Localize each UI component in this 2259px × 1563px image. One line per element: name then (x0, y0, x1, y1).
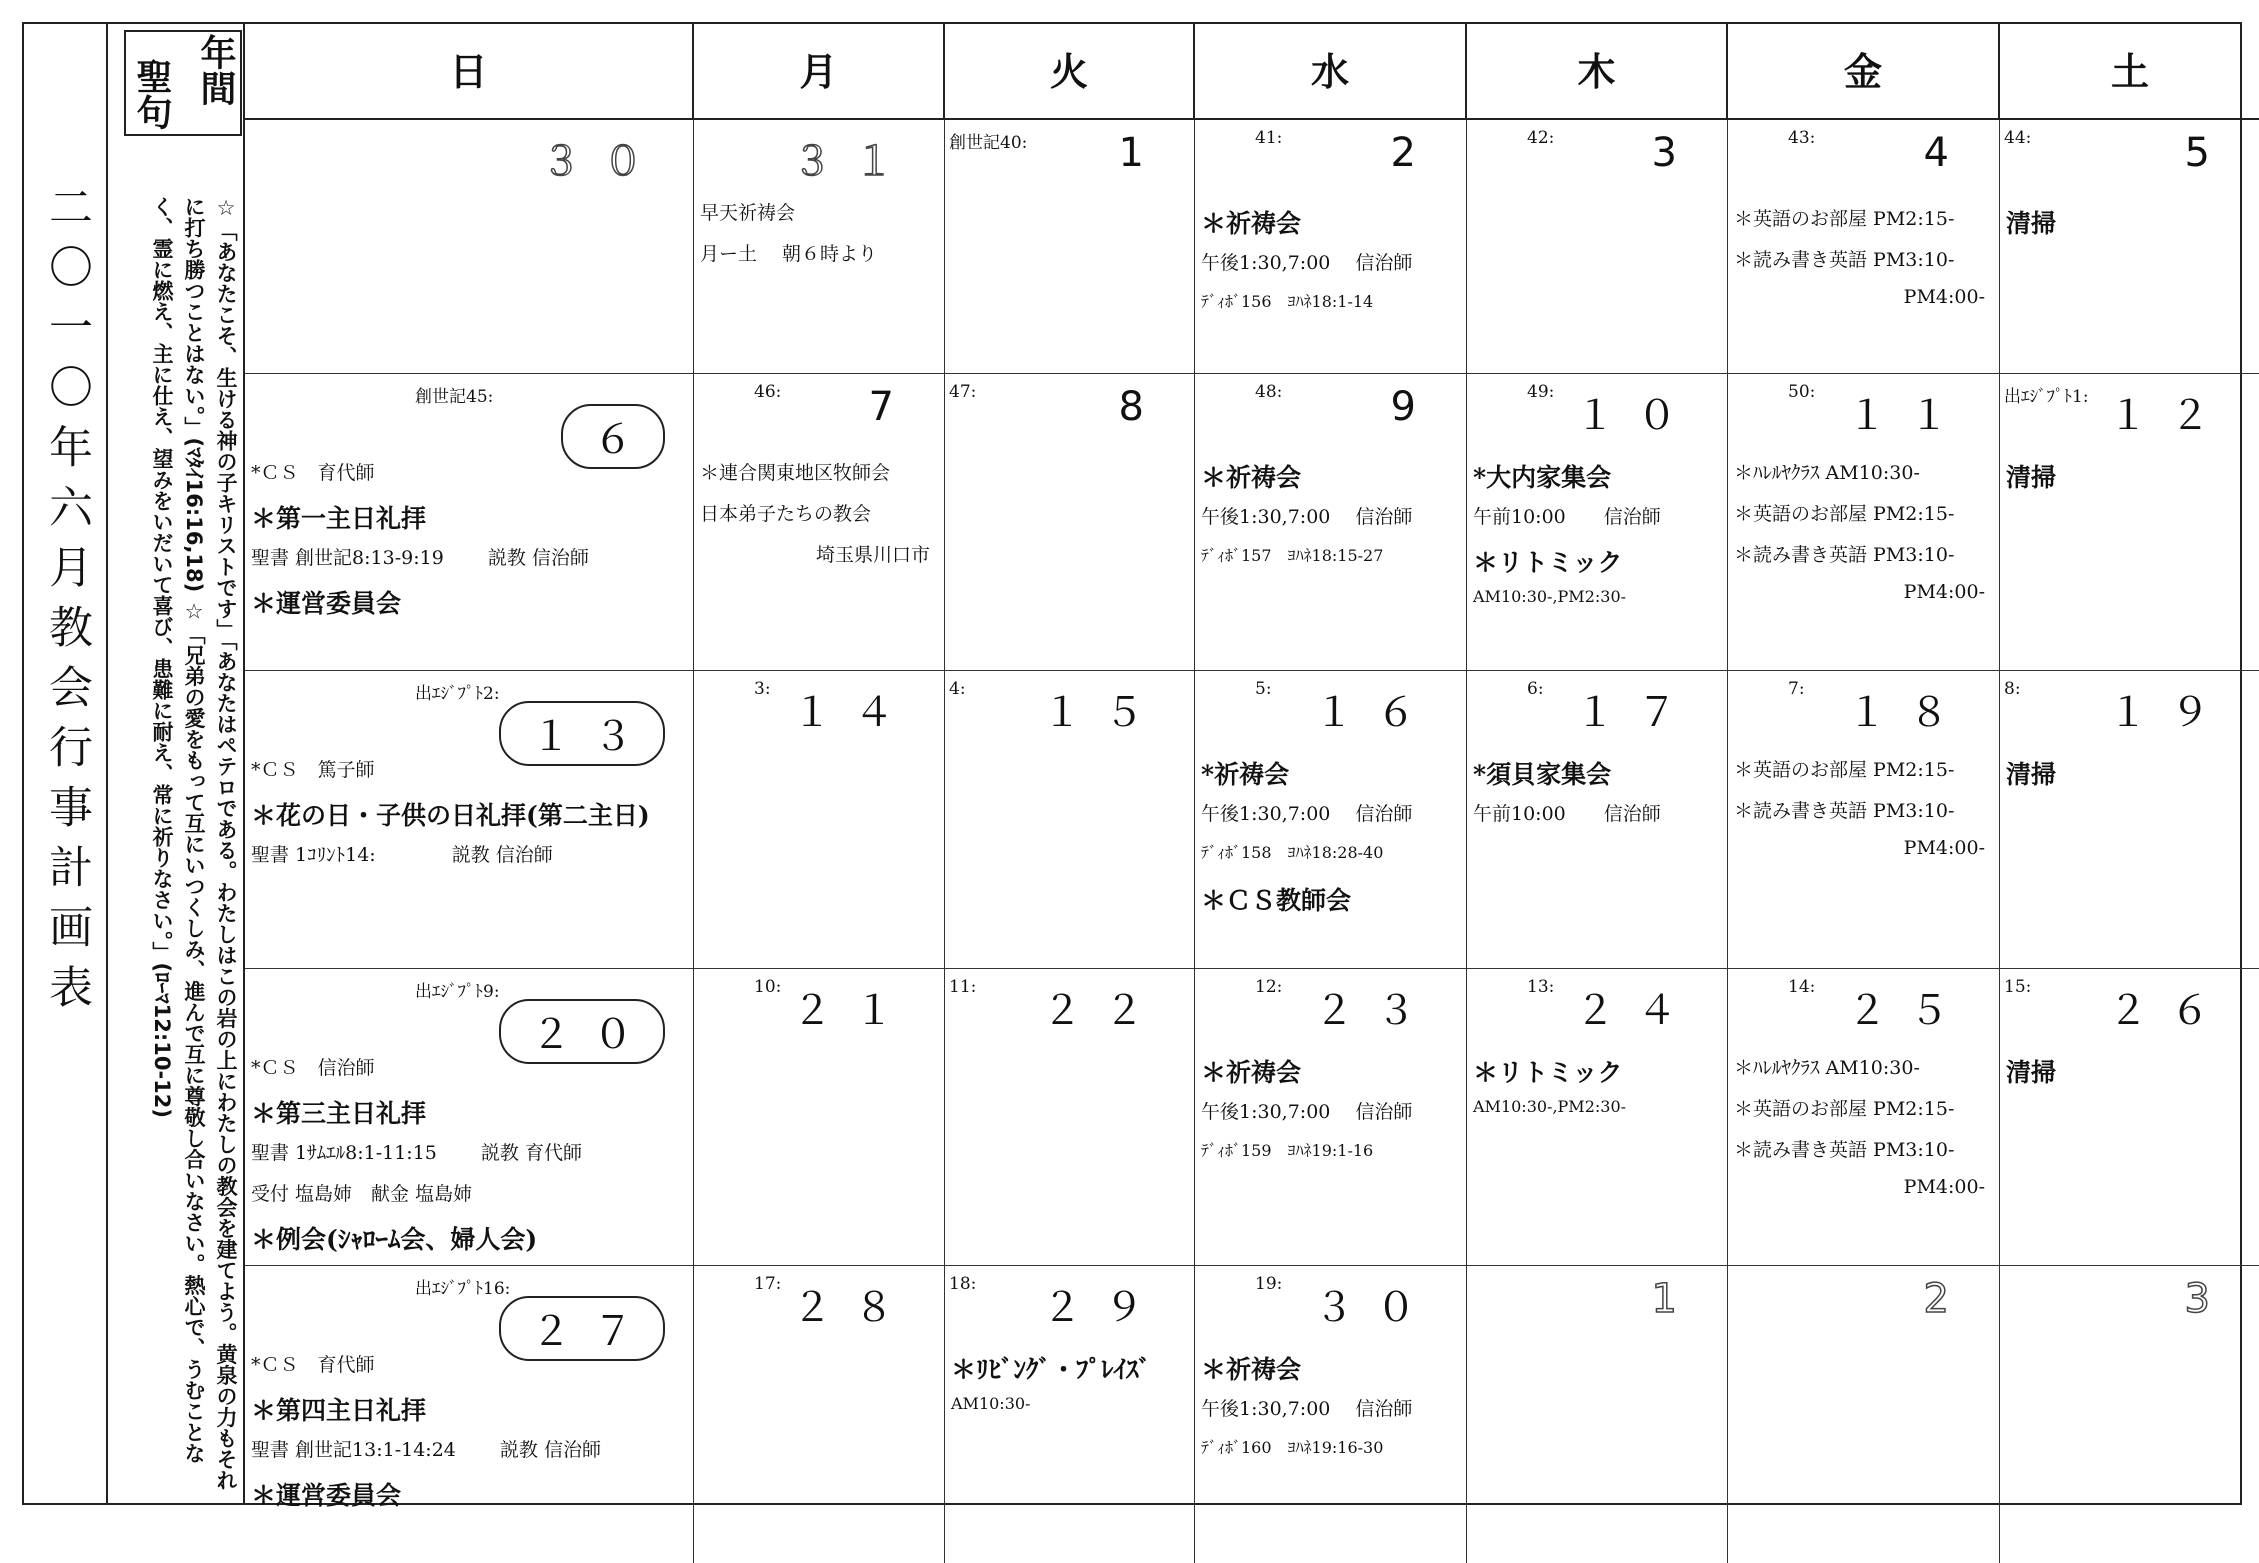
scripture-reading-ref: 15: (2004, 977, 2032, 997)
calendar-cell (1728, 374, 2000, 671)
event-line: ＊祈祷会 (1201, 1355, 1302, 1384)
date-number: １０ (1575, 393, 1699, 439)
calendar-cell (1195, 1266, 1467, 1563)
calendar-cell (694, 374, 945, 671)
scripture-reading-ref: 11: (949, 977, 977, 997)
date-number: 1 (1118, 130, 1166, 176)
calendar-cell (2000, 1266, 2259, 1563)
calendar-cell (1467, 1266, 1728, 1563)
event-line: ﾃﾞｨﾎﾞ160 ﾖﾊﾈ19:16-30 (1201, 1438, 1384, 1457)
annual-verse-text: ☆「あなたこそ、生ける神の子キリストです」「あなたはペテロである。わたしはこの岩の上にわたしの教会を建てよう。黄泉の力もそれに打ち勝つことはない。」(ﾏﾀｲ16:16,18) ☆「兄弟の愛をもって互にいつくしみ、進んで互に尊敬し合いなさい。熱心で、うむことなく、霊に燃え、主に仕え、望みをいだいて喜び、患難に耐え、常に祈りなさい。」(ﾛｰﾏ12:10-12) (150, 196, 238, 1491)
scripture-reading-ref: 47: (949, 382, 977, 402)
calendar-cell (1728, 120, 2000, 374)
calendar-cell (1195, 969, 1467, 1266)
scripture-reading-ref: 出ｴｼﾞﾌﾟﾄ2: (415, 684, 500, 704)
event-line: *ＣＳ 育代師 (251, 1354, 375, 1376)
event-line: 日本弟子たちの教会 (700, 503, 872, 525)
date-number: １８ (1847, 690, 1971, 736)
event-line: ﾃﾞｨﾎﾞ156 ﾖﾊﾈ18:1-14 (1201, 292, 1374, 311)
date-number: ２８ (792, 1285, 916, 1331)
date-number: 8 (1118, 384, 1166, 430)
event-line: ＊ﾘﾋﾞﾝｸﾞ・ﾌﾟﾚｲｽﾞ (951, 1355, 1152, 1384)
scripture-reading-ref: 4: (949, 679, 966, 699)
date-number: ３０ (1314, 1285, 1438, 1331)
date-number: １７ (1575, 690, 1699, 736)
scripture-reading-ref: 10: (754, 977, 782, 997)
date-number: １１ (1847, 393, 1971, 439)
calendar-cell (1467, 969, 1728, 1266)
calendar-cell (245, 969, 694, 1266)
event-line: 清掃 (2006, 760, 2057, 789)
calendar-cell (2000, 374, 2259, 671)
event-line: ＊読み書き英語 PM3:10- (1734, 800, 1955, 822)
event-line: 月ー土 朝６時より (700, 243, 878, 265)
date-number: １５ (1042, 690, 1166, 736)
calendar-cell (694, 1266, 945, 1563)
event-line: ＊英語のお部屋 PM2:15- (1734, 208, 1955, 230)
date-number: ２３ (1314, 988, 1438, 1034)
day-header-5: 金 (1728, 24, 2000, 120)
event-line: 午後1:30,7:00 信治師 (1201, 1398, 1413, 1420)
event-line: ＊運営委員会 (251, 1481, 402, 1510)
calendar-cell (1728, 671, 2000, 969)
date-number: １３ (499, 701, 665, 766)
calendar-cell (945, 120, 1195, 374)
event-line: ＊祈祷会 (1201, 209, 1302, 238)
date-number: 3 (2184, 1276, 2232, 1322)
calendar-grid (245, 24, 2240, 1510)
scripture-reading-ref: 7: (1788, 679, 1805, 699)
event-line: ﾃﾞｨﾎﾞ157 ﾖﾊﾈ18:15-27 (1201, 546, 1384, 565)
event-line: 清掃 (2006, 463, 2057, 492)
event-line: 清掃 (2006, 1058, 2057, 1087)
calendar-cell (2000, 671, 2259, 969)
date-number: ２６ (2108, 988, 2232, 1034)
event-line: AM10:30-,PM2:30- (1473, 587, 1627, 606)
event-line: 聖書 1ｺﾘﾝﾄ14: 説教 信治師 (251, 844, 553, 866)
event-line: ＊読み書き英語 PM3:10- (1734, 544, 1955, 566)
scripture-reading-ref: 出ｴｼﾞﾌﾟﾄ1: (2004, 387, 2089, 407)
event-line: ＊ﾊﾚﾙﾔｸﾗｽ AM10:30- (1734, 462, 1920, 484)
event-line: ＊花の日・子供の日礼拝(第二主日) (251, 801, 650, 830)
event-line: PM4:00- (1903, 837, 1985, 859)
event-line: *祈祷会 (1201, 760, 1290, 789)
event-line: ＊読み書き英語 PM3:10- (1734, 1139, 1955, 1161)
event-line: ＊第四主日礼拝 (251, 1396, 427, 1425)
event-line: PM4:00- (1903, 1176, 1985, 1198)
event-line: ＊例会(ｼｬﾛｰﾑ会、婦人会) (251, 1225, 538, 1254)
event-line: 午前10:00 信治師 (1473, 803, 1661, 825)
day-header-4: 木 (1467, 24, 1728, 120)
scripture-reading-ref: 5: (1255, 679, 1272, 699)
event-line: ＊第一主日礼拝 (251, 504, 427, 533)
event-line: ﾃﾞｨﾎﾞ158 ﾖﾊﾈ18:28-40 (1201, 843, 1384, 862)
scripture-reading-ref: 18: (949, 1274, 977, 1294)
date-number: ３１ (792, 139, 916, 185)
event-line: ＊祈祷会 (1201, 463, 1302, 492)
event-line: 午後1:30,7:00 信治師 (1201, 803, 1413, 825)
date-number: 5 (2184, 130, 2232, 176)
calendar-sheet (22, 22, 2242, 1510)
date-number: ２７ (499, 1296, 665, 1361)
scripture-reading-ref: 41: (1255, 128, 1283, 148)
date-number: １４ (792, 690, 916, 736)
day-header-0: 日 (245, 24, 694, 120)
event-line: ＊ＣＳ教師会 (1201, 886, 1352, 915)
scripture-reading-ref: 出ｴｼﾞﾌﾟﾄ16: (415, 1279, 511, 1299)
scripture-reading-ref: 創世記40: (949, 133, 1028, 153)
calendar-cell (245, 374, 694, 671)
event-line: ＊連合関東地区牧師会 (700, 462, 891, 484)
date-number: １９ (2108, 690, 2232, 736)
date-number: ６ (561, 404, 665, 469)
scripture-reading-ref: 14: (1788, 977, 1816, 997)
event-line: 午後1:30,7:00 信治師 (1201, 506, 1413, 528)
date-number: １２ (2108, 393, 2232, 439)
calendar-cell (1467, 374, 1728, 671)
scripture-reading-ref: 8: (2004, 679, 2021, 699)
event-line: 午前10:00 信治師 (1473, 506, 1661, 528)
calendar-cell (945, 1266, 1195, 1563)
event-line: 聖書 創世記8:13-9:19 説教 信治師 (251, 547, 589, 569)
calendar-cell (1728, 969, 2000, 1266)
calendar-cell (1467, 120, 1728, 374)
date-number: ２０ (499, 999, 665, 1064)
date-number: 2 (1390, 130, 1438, 176)
scripture-reading-ref: 50: (1788, 382, 1816, 402)
page-title: 二〇一〇年六月教会行事計画表 (41, 184, 92, 1024)
calendar-cell (245, 1266, 694, 1563)
event-line: 受付 塩島姉 献金 塩島姉 (251, 1183, 473, 1205)
calendar-cell (694, 671, 945, 969)
event-line: 午後1:30,7:00 信治師 (1201, 252, 1413, 274)
scripture-reading-ref: 46: (754, 382, 782, 402)
calendar-cell (694, 120, 945, 374)
calendar-cell (694, 969, 945, 1266)
date-number: ２５ (1847, 988, 1971, 1034)
event-line: ＊リトミック (1473, 548, 1623, 577)
date-number: １６ (1314, 690, 1438, 736)
date-number: 1 (1651, 1276, 1699, 1322)
event-line: *大内家集会 (1473, 463, 1612, 492)
calendar-cell (245, 120, 694, 374)
date-number: 2 (1923, 1276, 1971, 1322)
event-line: ＊運営委員会 (251, 589, 402, 618)
scripture-reading-ref: 13: (1527, 977, 1555, 997)
verse-heading-annual: 年間 (195, 34, 237, 106)
event-line: *ＣＳ 篤子師 (251, 759, 375, 781)
event-line: 聖書 1ｻﾑｴﾙ8:1-11:15 説教 育代師 (251, 1142, 582, 1164)
calendar-cell (1195, 120, 1467, 374)
event-line: AM10:30- (951, 1394, 1031, 1413)
event-line: ﾃﾞｨﾎﾞ159 ﾖﾊﾈ19:1-16 (1201, 1141, 1374, 1160)
event-line: AM10:30-,PM2:30- (1473, 1097, 1627, 1116)
date-number: ２４ (1575, 988, 1699, 1034)
calendar-cell (1195, 671, 1467, 969)
verse-heading-box (124, 30, 242, 136)
calendar-cell (2000, 969, 2259, 1266)
scripture-reading-ref: 12: (1255, 977, 1283, 997)
scripture-reading-ref: 出ｴｼﾞﾌﾟﾄ9: (415, 982, 500, 1002)
scripture-reading-ref: 19: (1255, 1274, 1283, 1294)
event-line: ＊読み書き英語 PM3:10- (1734, 249, 1955, 271)
date-number: ２１ (792, 988, 916, 1034)
day-header-6: 土 (2000, 24, 2259, 120)
event-line: ＊英語のお部屋 PM2:15- (1734, 759, 1955, 781)
calendar-cell (945, 671, 1195, 969)
date-number: ２２ (1042, 988, 1166, 1034)
event-line: PM4:00- (1903, 581, 1985, 603)
scripture-reading-ref: 43: (1788, 128, 1816, 148)
calendar-cell (945, 969, 1195, 1266)
verse-column (108, 24, 245, 1503)
scripture-reading-ref: 44: (2004, 128, 2032, 148)
date-number: 4 (1923, 130, 1971, 176)
event-line: ＊祈祷会 (1201, 1058, 1302, 1087)
event-line: *ＣＳ 信治師 (251, 1057, 375, 1079)
day-header-2: 火 (945, 24, 1195, 120)
date-number: 9 (1390, 384, 1438, 430)
scripture-reading-ref: 6: (1527, 679, 1544, 699)
event-line: ＊第三主日礼拝 (251, 1099, 427, 1128)
event-line: 清掃 (2006, 209, 2057, 238)
scripture-reading-ref: 17: (754, 1274, 782, 1294)
date-number: 3 (1651, 130, 1699, 176)
event-line: ＊英語のお部屋 PM2:15- (1734, 503, 1955, 525)
calendar-cell (1467, 671, 1728, 969)
event-line: ＊リトミック (1473, 1058, 1623, 1087)
event-line: *須貝家集会 (1473, 760, 1612, 789)
day-header-3: 水 (1195, 24, 1467, 120)
event-line: 早天祈祷会 (700, 202, 796, 224)
event-line: ＊ﾊﾚﾙﾔｸﾗｽ AM10:30- (1734, 1057, 1920, 1079)
scripture-reading-ref: 48: (1255, 382, 1283, 402)
calendar-cell (1728, 1266, 2000, 1563)
scripture-reading-ref: 3: (754, 679, 771, 699)
event-line: 聖書 創世記13:1-14:24 説教 信治師 (251, 1439, 601, 1461)
event-line: *ＣＳ 育代師 (251, 462, 375, 484)
calendar-cell (2000, 120, 2259, 374)
scripture-reading-ref: 49: (1527, 382, 1555, 402)
calendar-cell (1195, 374, 1467, 671)
event-line: PM4:00- (1903, 286, 1985, 308)
event-line: 埼玉県川口市 (815, 544, 930, 566)
scripture-reading-ref: 創世記45: (415, 387, 494, 407)
event-line: ＊英語のお部屋 PM2:15- (1734, 1098, 1955, 1120)
date-number: ２９ (1042, 1285, 1166, 1331)
calendar-cell (945, 374, 1195, 671)
calendar-cell (245, 671, 694, 969)
date-number: 7 (868, 384, 916, 430)
date-number: ３０ (541, 139, 665, 185)
title-column (24, 24, 108, 1503)
event-line: 午後1:30,7:00 信治師 (1201, 1101, 1413, 1123)
scripture-reading-ref: 42: (1527, 128, 1555, 148)
verse-heading-scripture: 聖句 (131, 58, 173, 130)
day-header-1: 月 (694, 24, 945, 120)
